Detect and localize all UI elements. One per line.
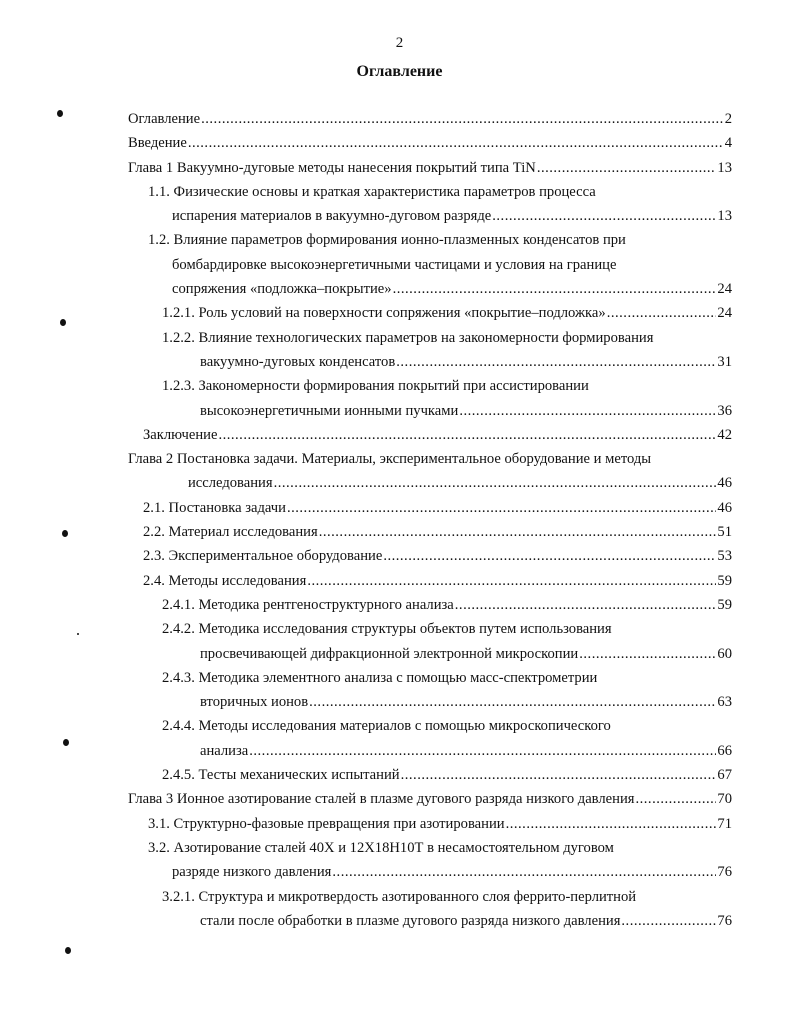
dot-leader <box>455 593 717 617</box>
dot-leader <box>309 690 716 714</box>
toc-entry-page: 31 <box>717 353 732 370</box>
punch-hole-mark <box>65 947 71 954</box>
toc-entry <box>128 447 732 496</box>
toc-entry-page: 13 <box>717 208 732 225</box>
toc-entry-title: 2.1. Постановка задачи <box>143 499 286 516</box>
dot-leader <box>459 399 716 423</box>
toc-entry-title: 2.4.5. Тесты механических испытаний <box>162 767 400 784</box>
toc-entry <box>128 326 732 375</box>
dot-leader <box>393 277 717 301</box>
toc-entry-title: 2.4.4. Методы исследования материалов с помощью микроскопического <box>162 718 611 735</box>
toc-entry-title-continuation: испарения материалов в вакуумно-дуговом разряде <box>172 208 492 225</box>
toc-entry <box>128 763 732 787</box>
toc-entry-title-continuation: высокоэнергетичными ионными пучками <box>200 402 459 419</box>
table-of-contents <box>128 107 732 933</box>
toc-entry <box>128 374 732 423</box>
toc-entry-page: 59 <box>717 596 732 613</box>
dot-leader <box>383 544 716 568</box>
toc-entry-title: 2.4. Методы исследования <box>143 572 307 589</box>
dot-leader <box>607 301 717 325</box>
toc-entry <box>128 107 732 131</box>
page-number: 2 <box>395 35 404 51</box>
toc-entry <box>128 787 732 811</box>
toc-entry-page: 2 <box>724 111 732 127</box>
dot-leader <box>621 909 716 933</box>
toc-entry <box>128 666 732 715</box>
toc-entry-title: 2.4.1. Методика рентгеноструктурного анализа <box>162 596 454 613</box>
toc-entry-page: 63 <box>717 694 732 711</box>
dot-leader <box>188 131 724 155</box>
toc-entry <box>128 714 732 763</box>
toc-entry <box>128 180 732 229</box>
toc-entry-title: 2.4.2. Методика исследования структуры объектов путем использования <box>162 621 612 638</box>
toc-entry-page: 67 <box>717 767 732 784</box>
toc-entry-title-continuation: просвечивающей дифракционной электронной микроскопии <box>200 645 579 662</box>
toc-entry-title: 1.2.3. Закономерности формирования покрытий при ассистировании <box>162 378 589 395</box>
toc-entry-page: 76 <box>717 864 732 881</box>
toc-entry-title: Глава 1 Вакуумно-дуговые методы нанесения покрытий типа TiN <box>128 159 536 176</box>
dot-leader <box>396 350 716 374</box>
toc-entry <box>128 836 732 885</box>
toc-entry-title: Глава 3 Ионное азотирование сталей в плазме дугового разряда низкого давления <box>128 791 635 808</box>
toc-entry-page: 46 <box>717 475 732 492</box>
dot-leader <box>218 423 716 447</box>
toc-entry-page: 24 <box>717 305 732 322</box>
scan-speck <box>77 633 79 635</box>
toc-entry-page: 46 <box>717 499 732 516</box>
dot-leader <box>506 812 717 836</box>
toc-entry <box>128 593 732 617</box>
toc-entry-title: 2.3. Экспериментальное оборудование <box>143 548 383 565</box>
toc-entry-page: 13 <box>717 159 732 176</box>
toc-entry-title: Оглавление <box>128 111 201 127</box>
toc-entry-title-continuation: стали после обработки в плазме дугового разряда низкого давления <box>200 912 621 929</box>
toc-entry-page: 60 <box>717 645 732 662</box>
toc-entry-title: 3.1. Структурно-фазовые превращения при азотировании <box>148 815 505 832</box>
toc-entry-title-continuation: исследования <box>188 475 273 492</box>
toc-entry <box>128 885 732 934</box>
toc-entry <box>128 520 732 544</box>
toc-entry <box>128 301 732 325</box>
toc-entry-page: 76 <box>717 912 732 929</box>
toc-entry-title: Заключение <box>143 426 218 443</box>
toc-entry-page: 71 <box>717 815 732 832</box>
toc-entry-title-continuation: анализа <box>200 742 249 759</box>
toc-entry <box>128 131 732 155</box>
toc-entry <box>128 617 732 666</box>
toc-entry-title-continuation: вакуумно-дуговых конденсатов <box>200 353 396 370</box>
toc-entry-title: 1.2.1. Роль условий на поверхности сопряжения «покрытие–подложка» <box>162 305 606 322</box>
toc-entry <box>128 496 732 520</box>
toc-entry <box>128 423 732 447</box>
toc-entry <box>128 812 732 836</box>
dot-leader <box>537 156 717 180</box>
dot-leader <box>579 642 716 666</box>
toc-entry-title: 2.4.3. Методика элементного анализа с помощью масс-спектрометрии <box>162 669 598 686</box>
toc-entry-page: 4 <box>724 135 732 152</box>
toc-entry-page: 42 <box>717 426 732 443</box>
punch-hole-mark <box>60 319 66 326</box>
toc-entry-title: 2.2. Материал исследования <box>143 524 318 541</box>
toc-entry-title: 3.2.1. Структура и микротвердость азотированного слоя феррито-перлитной <box>162 888 637 905</box>
dot-leader <box>401 763 717 787</box>
toc-entry-title-continuation: сопряжения «подложка–покрытие» <box>172 281 392 298</box>
punch-hole-mark <box>62 530 68 537</box>
dot-leader <box>287 496 716 520</box>
dot-leader <box>332 860 716 884</box>
dot-leader <box>249 739 716 763</box>
toc-entry <box>128 569 732 593</box>
punch-hole-mark <box>57 110 63 117</box>
dot-leader <box>201 107 724 131</box>
toc-entry-title: 3.2. Азотирование сталей 40Х и 12Х18Н10Т в несамостоятельном дуговом <box>148 839 614 856</box>
toc-entry-page: 70 <box>717 791 732 808</box>
dot-leader <box>492 204 716 228</box>
toc-entry-page: 59 <box>717 572 732 589</box>
toc-entry-page: 66 <box>717 742 732 759</box>
toc-entry-page: 36 <box>717 402 732 419</box>
dot-leader <box>635 787 716 811</box>
toc-entry-title-continuation: вторичных ионов <box>200 694 309 711</box>
toc-entry-title: 1.2. Влияние параметров формирования ионно-плазменных конденсатов при <box>148 232 626 249</box>
toc-entry-page: 53 <box>717 548 732 565</box>
toc-entry <box>128 156 732 180</box>
toc-entry-title: Введение <box>128 135 187 152</box>
dot-leader <box>319 520 717 544</box>
toc-entry-title: Глава 2 Постановка задачи. Материалы, экспериментальное оборудование и методы <box>128 451 652 468</box>
toc-entry-title-continuation: бомбардировке высокоэнергетичными частицами и условия на границе <box>172 256 617 273</box>
toc-entry-page: 24 <box>717 281 732 298</box>
dot-leader <box>307 569 716 593</box>
toc-entry-title: 1.1. Физические основы и краткая характеристика параметров процесса <box>148 183 596 200</box>
dot-leader <box>274 471 717 495</box>
toc-entry-title: 1.2.2. Влияние технологических параметров на закономерности формирования <box>162 329 654 346</box>
toc-entry-title-continuation: разряде низкого давления <box>172 864 332 881</box>
toc-entry <box>128 544 732 568</box>
toc-entry <box>128 228 732 301</box>
page-title: Оглавление <box>356 63 443 80</box>
toc-entry-page: 51 <box>717 524 732 541</box>
punch-hole-mark <box>63 739 69 746</box>
